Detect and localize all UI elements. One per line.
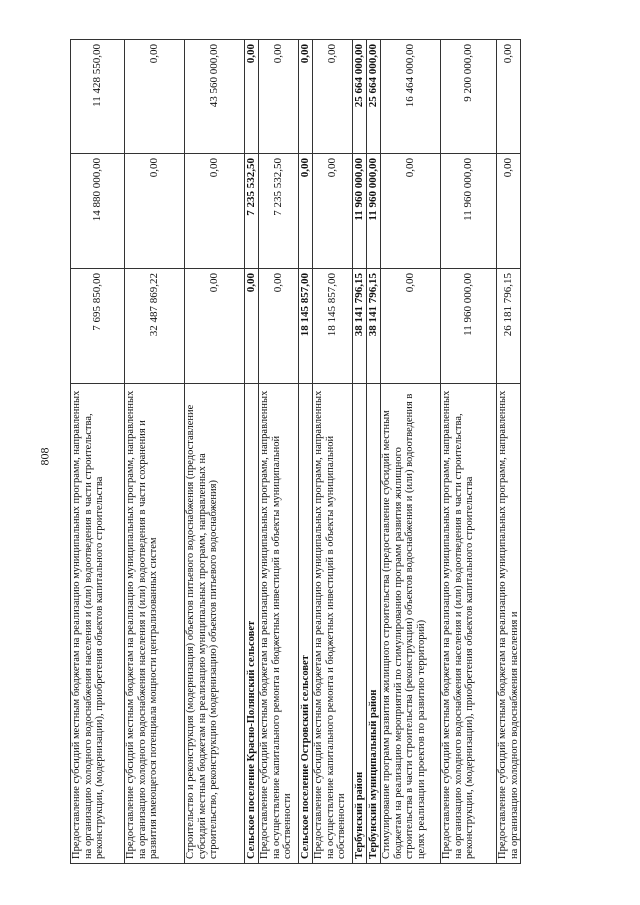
value-cell-3: 16 464 000,00 — [381, 40, 441, 154]
row-name-cell: Тербунский район — [353, 384, 367, 864]
row-name-cell: Стимулирование программ развития жилищного строительства (предоставление субсидий местным бюджетам на реализацию мероприятий по стимулированию программ развития жилищного строительства в части строительства (реконструкции) объектов водоснабжения и (или) водоотведения в целях реализации проектов по развитию территорий) — [381, 384, 441, 864]
value-cell-1: 7 695 850,00 — [71, 269, 125, 384]
value-cell-1: 32 487 869,22 — [125, 269, 185, 384]
value-cell-2: 0,00 — [497, 154, 521, 269]
value-cell-2: 7 235 532,50 — [259, 154, 299, 269]
table-row — [125, 40, 185, 864]
value-cell-2: 0,00 — [125, 154, 185, 269]
table-row-subtotal — [353, 40, 367, 864]
value-cell-3: 0,00 — [497, 40, 521, 154]
table-row — [441, 40, 497, 864]
row-name-cell: Предоставление субсидий местным бюджетам на реализацию муниципальных программ, направленных на организацию холодного водоснабжения населения и (или) водоотведения в части строительства, реконструкции, (модернизации), приобретения объектов капитального строительства — [71, 384, 125, 864]
row-name-cell: Предоставление субсидий местным бюджетам на реализацию муниципальных программ, направленных на организацию холодного водоснабжения населения и (или) водоотведения в части сохранения и развития имеющегося потенциала мощности централизованных систем — [125, 384, 185, 864]
value-cell-3: 0,00 — [245, 40, 259, 154]
table-row — [497, 40, 521, 864]
value-cell-1: 11 960 000,00 — [441, 269, 497, 384]
value-cell-2: 0,00 — [381, 154, 441, 269]
table-row-subtotal — [245, 40, 259, 864]
row-name-cell: Предоставление субсидий местным бюджетам на реализацию муниципальных программ, направленных на осуществление капитального ремонта и бюджетных инвестиций в объекты муниципальной собственности — [259, 384, 299, 864]
table-row-subtotal — [299, 40, 313, 864]
value-cell-1: 0,00 — [245, 269, 259, 384]
table-row — [381, 40, 441, 864]
value-cell-1: 18 145 857,00 — [299, 269, 313, 384]
table-row — [185, 40, 245, 864]
value-cell-2: 0,00 — [299, 154, 313, 269]
table-row — [313, 40, 353, 864]
page-number: 808 — [37, 447, 52, 466]
value-cell-2: 0,00 — [185, 154, 245, 269]
value-cell-1: 26 181 796,15 — [497, 269, 521, 384]
value-cell-1: 0,00 — [185, 269, 245, 384]
value-cell-1: 38 141 796,15 — [353, 269, 367, 384]
row-name-cell: Сельское поселение Островский сельсовет — [299, 384, 313, 864]
table-row — [71, 40, 125, 864]
value-cell-1: 18 145 857,00 — [313, 269, 353, 384]
value-cell-3: 43 560 000,00 — [185, 40, 245, 154]
table-row — [259, 40, 299, 864]
value-cell-1: 0,00 — [381, 269, 441, 384]
row-name-cell: Предоставление субсидий местным бюджетам на реализацию муниципальных программ, направленных на организацию холодного водоснабжения населения и — [497, 384, 521, 864]
value-cell-3: 0,00 — [299, 40, 313, 154]
value-cell-2: 7 235 532,50 — [245, 154, 259, 269]
row-name-cell: Тербунский муниципальный район — [367, 384, 381, 864]
document-frame — [70, 40, 520, 864]
budget-table — [70, 39, 521, 864]
table-row-subtotal — [367, 40, 381, 864]
row-name-cell: Сельское поселение Красно-Полянский сельсовет — [245, 384, 259, 864]
row-name-cell: Предоставление субсидий местным бюджетам на реализацию муниципальных программ, направленных на осуществление капитального ремонта и бюджетных инвестиций в объекты муниципальной собственности — [313, 384, 353, 864]
value-cell-3: 25 664 000,00 — [367, 40, 381, 154]
value-cell-3: 9 200 000,00 — [441, 40, 497, 154]
value-cell-2: 11 960 000,00 — [353, 154, 367, 269]
value-cell-3: 0,00 — [125, 40, 185, 154]
value-cell-2: 0,00 — [313, 154, 353, 269]
value-cell-2: 11 960 000,00 — [441, 154, 497, 269]
value-cell-3: 0,00 — [259, 40, 299, 154]
value-cell-3: 11 428 550,00 — [71, 40, 125, 154]
row-name-cell: Предоставление субсидий местным бюджетам на реализацию муниципальных программ, направленных на организацию холодного водоснабжения населения и (или) водоотведения в части строительства, реконструкции, (модернизации), приобретения объектов капитального строительства — [441, 384, 497, 864]
value-cell-1: 38 141 796,15 — [367, 269, 381, 384]
value-cell-2: 14 880 000,00 — [71, 154, 125, 269]
value-cell-3: 25 664 000,00 — [353, 40, 367, 154]
value-cell-2: 11 960 000,00 — [367, 154, 381, 269]
rotated-sheet — [70, 40, 520, 864]
row-name-cell: Строительство и реконструкция (модернизация) объектов питьевого водоснабжения (предоставление субсидий местным бюджетам на реализацию муниципальных программ, направленных на строительство, реконструкцию (модернизацию) объектов питьевого водоснабжения) — [185, 384, 245, 864]
value-cell-1: 0,00 — [259, 269, 299, 384]
value-cell-3: 0,00 — [313, 40, 353, 154]
